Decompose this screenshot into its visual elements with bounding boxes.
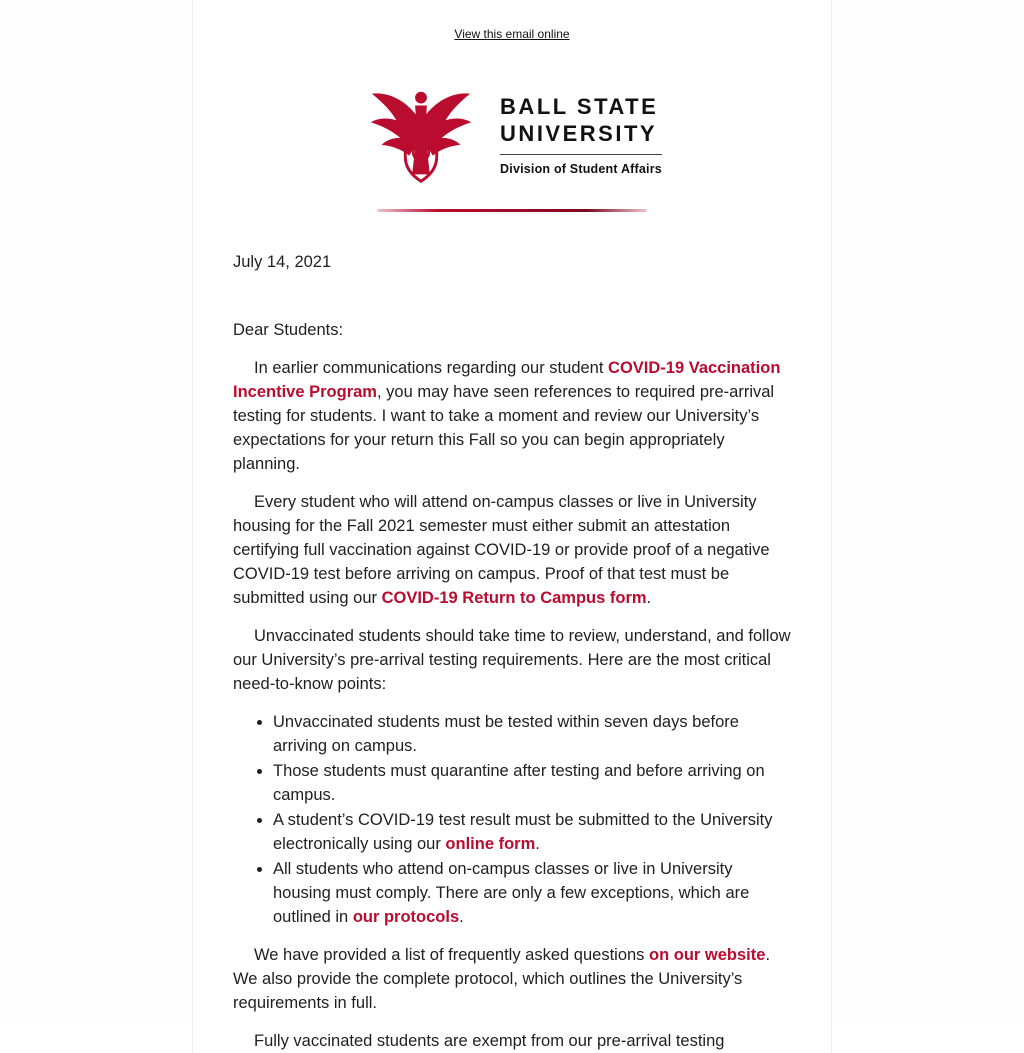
bullet-item-1: [273, 710, 791, 758]
text-segment: Unvaccinated students should take time to review, understand, and follow our University’s pre-arrival testing requirements. Here are the most critical need-to-know points:: [233, 627, 791, 693]
text-segment: A student’s COVID-19 test result must be submitted to the University electronically using our: [273, 811, 773, 853]
text-segment: All students who attend on-campus classes or live in University housing must comply. There are only a few exceptions, which are outlined in: [273, 860, 750, 926]
text-segment: , you may have seen references to required pre-arrival testing for students. I want to take a moment and review our University’s expectations for your return this Fall so you can begin appropriately planning.: [233, 383, 775, 473]
logo-wordmark-line1: BALL STATE: [500, 93, 659, 119]
logo-divider-rule: [377, 209, 647, 212]
paragraph-4: [233, 943, 791, 1015]
text-segment: We have provided a list of frequently asked questions: [254, 946, 650, 964]
bullet-item-4: [273, 857, 791, 929]
ball-state-logo: [193, 83, 831, 185]
text-segment: . We also provide the complete protocol, which outlines the University’s requirements in full.: [233, 946, 771, 1012]
link-online-form[interactable]: online form: [445, 835, 536, 853]
paragraph-5: [233, 1029, 791, 1053]
paragraph-2: [233, 490, 791, 610]
text-segment: .: [535, 835, 540, 853]
text-segment: Every student who will attend on-campus classes or live in University housing for the Fall 2021 semester must either submit an attestation certifying full vaccination against COVID-19 or provide proof of a negative COVID-19 test before arriving on campus. Proof of that test must be submitted using our: [233, 493, 770, 607]
text-segment: Those students must quarantine after testing and before arriving on campus.: [273, 762, 765, 804]
text-segment: In earlier communications regarding our student: [254, 359, 609, 377]
logo-wordmark-line2: UNIVERSITY: [500, 120, 658, 146]
link-vaccination-incentive-program[interactable]: COVID-19 Vaccination Incentive Program: [233, 359, 781, 401]
bullet-list: [233, 710, 791, 929]
bullet-item-2: [273, 759, 791, 807]
letter-date: July 14, 2021: [233, 253, 332, 271]
link-on-our-website[interactable]: on our website: [649, 946, 766, 964]
text-segment: .: [646, 589, 652, 607]
logo-division-label: Division of Student Affairs: [500, 154, 662, 176]
text-segment: Fully vaccinated students are exempt from our pre-arrival testing: [254, 1032, 725, 1050]
paragraph-1: [233, 356, 791, 476]
salutation: Dear Students:: [233, 321, 344, 339]
beneficence-statue-icon: [362, 83, 480, 185]
text-segment: .: [459, 908, 464, 926]
logo-text-block: [500, 93, 662, 176]
letter-body: [193, 250, 831, 1053]
paragraph-3: [233, 624, 791, 696]
bullet-item-3: [273, 808, 791, 856]
link-our-protocols[interactable]: our protocols: [352, 908, 460, 926]
text-segment: Unvaccinated students must be tested within seven days before arriving on campus.: [273, 713, 739, 755]
email-container: [192, 0, 832, 1053]
view-online-row: [193, 25, 831, 43]
link-return-to-campus-form[interactable]: COVID-19 Return to Campus form: [381, 589, 647, 607]
view-online-link[interactable]: View this email online: [454, 27, 570, 41]
